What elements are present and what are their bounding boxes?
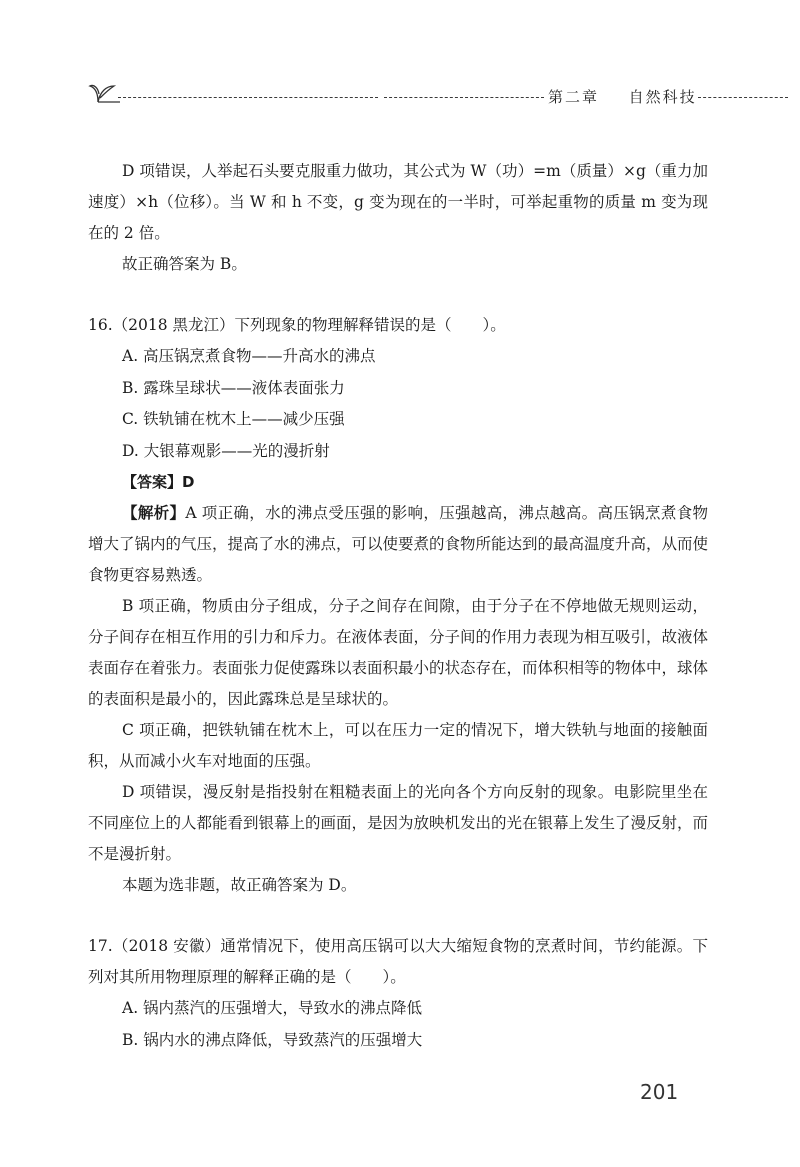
header-rule-middle bbox=[384, 97, 544, 98]
analysis-tag: 【解析】 bbox=[122, 504, 186, 522]
sprout-icon bbox=[88, 80, 122, 104]
header-rule-left bbox=[118, 97, 378, 98]
running-header bbox=[88, 80, 788, 110]
chapter-number: 第二章 bbox=[548, 88, 600, 106]
q16-analysis-c: C 项正确，把铁轨铺在枕木上，可以在压力一定的情况下，增大铁轨与地面的接触面积，从而减小火车对地面的压强。 bbox=[88, 721, 708, 770]
chapter-title bbox=[548, 86, 697, 107]
q17-option-a: A. 锅内蒸汽的压强增大，导致水的沸点降低 bbox=[122, 999, 423, 1017]
page-number: 201 bbox=[640, 1080, 679, 1104]
q16-option-d: D. 大银幕观影——光的漫折射 bbox=[122, 441, 330, 460]
q16-conclusion: 本题为选非题，故正确答案为 D。 bbox=[122, 876, 357, 894]
header-rule-right bbox=[698, 97, 788, 98]
chapter-subject: 自然科技 bbox=[628, 88, 697, 106]
q16-analysis-d: D 项错误，漫反射是指投射在粗糙表面上的光向各个方向反射的现象。电影院里坐在不同座位上的人都能看到银幕上的画面，是因为放映机发出的光在银幕上发生了漫反射，而不是漫折射。 bbox=[88, 783, 709, 863]
answer-value: D bbox=[182, 473, 195, 491]
q16-answer-line bbox=[88, 467, 708, 498]
analysis-a-text: A 项正确，水的沸点受压强的影响，压强越高，沸点越高。高压锅烹煮食物增大了锅内的气压，提高了水的沸点，可以使要煮的食物所能达到的最高温度升高，从而使食物更容易熟透。 bbox=[88, 504, 709, 584]
paragraph-answer-b: 故正确答案为 B。 bbox=[122, 255, 247, 273]
paragraph-d-wrong: D 项错误，人举起石头要克服重力做功，其公式为 W（功）=m（质量）×g（重力加速度）×h（位移）。当 W 和 h 不变，g 变为现在的一半时，可举起重物的质量 m 变为现在的 2 倍。 bbox=[88, 162, 708, 242]
q17-option-b: B. 锅内水的沸点降低，导致蒸汽的压强增大 bbox=[122, 1030, 423, 1049]
question-16-stem: 16.（2018 黑龙江）下列现象的物理解释错误的是（ ）。 bbox=[88, 316, 506, 334]
q16-option-b: B. 露珠呈球状——液体表面张力 bbox=[122, 378, 345, 397]
q16-analysis-b: B 项正确，物质由分子组成，分子之间存在间隙，由于分子在不停地做无规则运动，分子间存在相互作用的引力和斥力。在液体表面，分子间的作用力表现为相互吸引，故液体表面存在着张力。表面张力促使露珠以表面积最小的状态存在，而体积相等的物体中，球体的表面积是最小的，因此露珠总是呈球状的。 bbox=[88, 597, 709, 708]
q16-option-c: C. 铁轨铺在枕木上——减少压强 bbox=[122, 410, 345, 428]
question-17-stem: 17.（2018 安徽）通常情况下，使用高压锅可以大大缩短食物的烹煮时间，节约能源。下列对其所用物理原理的解释正确的是（ ）。 bbox=[88, 937, 708, 986]
q16-option-a: A. 高压锅烹煮食物——升高水的沸点 bbox=[122, 347, 376, 365]
page-body bbox=[88, 156, 708, 1056]
answer-tag: 【答案】 bbox=[122, 473, 183, 491]
q16-analysis-a bbox=[88, 498, 708, 591]
